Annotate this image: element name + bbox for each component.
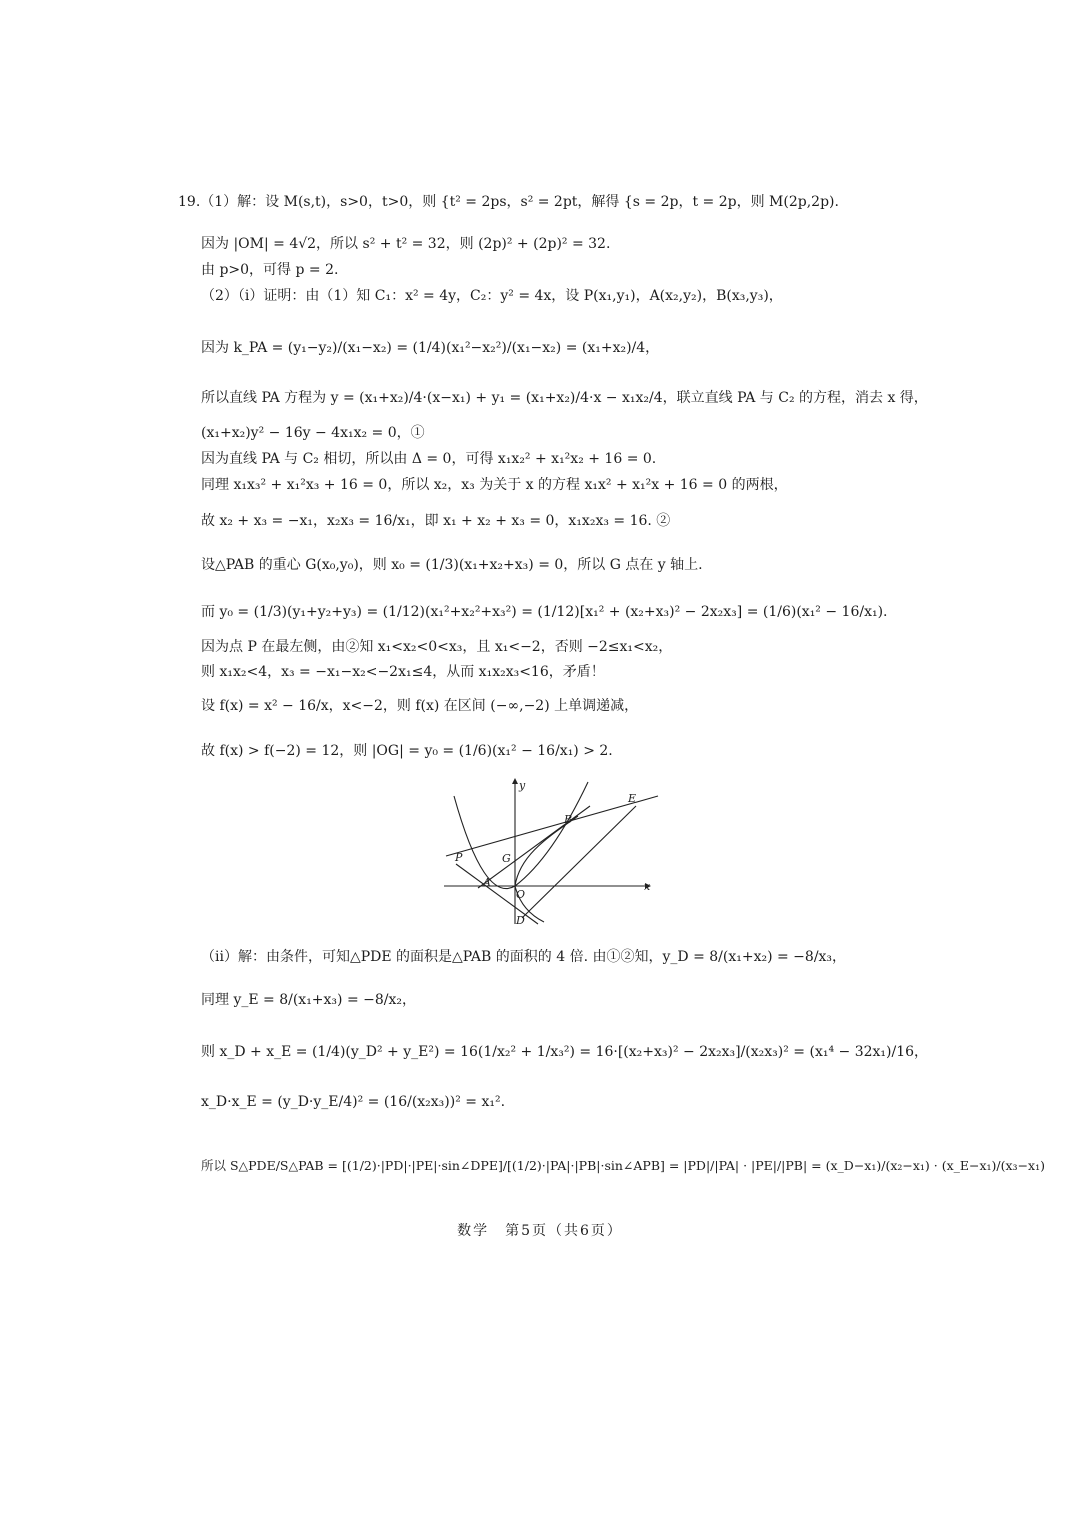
y-axis-arrow [512, 778, 518, 784]
line-13: 因为点 P 在最左侧，由②知 x₁<x₂<0<x₃，且 x₁<−2，否则 −2≤x₁<x₂， [201, 639, 673, 655]
line-4: （2）（i）证明：由（1）知 C₁：x² = 4y，C₂：y² = 4x，设 P(x₁,y₁)，A(x₂,y₂)，B(x₃,y₃)， [201, 288, 783, 304]
line-18: 同理 y_E = 8/(x₁+x₃) = −8/x₂， [201, 992, 416, 1008]
line-3: 由 p>0，可得 p = 2. [201, 262, 339, 278]
line-14: 则 x₁x₂<4，x₃ = −x₁−x₂<−2x₁≤4，从而 x₁x₂x₃<16，矛盾！ [201, 664, 605, 680]
line-7: (x₁+x₂)y² − 16y − 4x₁x₂ = 0，① [201, 425, 425, 441]
line-pe [446, 796, 658, 856]
line-11: 设△PAB 的重心 G(x₀,y₀)，则 x₀ = (1/3)(x₁+x₂+x₃) = 0，所以 G 点在 y 轴上. [201, 557, 703, 573]
line-9: 同理 x₁x₃² + x₁²x₃ + 16 = 0，所以 x₂，x₃ 为关于 x 的方程 x₁x² + x₁²x + 16 = 0 的两根， [201, 477, 788, 493]
line-12: 而 y₀ = (1/3)(y₁+y₂+y₃) = (1/12)(x₁²+x₂²+x₃²) = (1/12)[x₁² + (x₂+x₃)² − 2x₂x₃] = (1/6)(x₁² − 16/x₁). [201, 604, 888, 620]
line-20: x_D·x_E = (y_D·y_E/4)² = (16/(x₂x₃))² = x₁². [201, 1094, 506, 1110]
line-2: 因为 |OM| = 4√2，所以 s² + t² = 32，则 (2p)² + (2p)² = 32. [201, 236, 611, 252]
parabola-c2 [515, 816, 578, 886]
line-17: （ii）解：由条件，可知△PDE 的面积是△PAB 的面积的 4 倍. 由①②知，y_D = 8/(x₁+x₂) = −8/x₃， [201, 949, 847, 965]
line-5: 因为 k_PA = (y₁−y₂)/(x₁−x₂) = (1/4)(x₁²−x₂²)/(x₁−x₂) = (x₁+x₂)/4， [201, 340, 660, 356]
line-6: 所以直线 PA 方程为 y = (x₁+x₂)/4·(x−x₁) + y₁ = (x₁+x₂)/4·x − x₁x₂/4，联立直线 PA 与 C₂ 的方程，消去 x 得， [201, 390, 928, 406]
parabola-tangent-figure [440, 776, 660, 926]
label-p: P [455, 851, 463, 864]
line-16: 故 f(x) > f(−2) = 12，则 |OG| = y₀ = (1/6)(x₁² − 16/x₁) > 2. [201, 743, 613, 759]
line-1: 19.（1）解：设 M(s,t)，s>0，t>0，则 {t² = 2ps，s² = 2pt，解得 {s = 2p，t = 2p，则 M(2p,2p). [178, 194, 839, 210]
line-ab [478, 806, 590, 888]
label-d: D [516, 914, 525, 926]
label-b: B [564, 813, 573, 826]
page-footer: 数学 第5页（共6页） [457, 1223, 623, 1239]
label-o: O [516, 888, 526, 901]
label-y: y [519, 779, 526, 792]
line-10: 故 x₂ + x₃ = −x₁，x₂x₃ = 16/x₁，即 x₁ + x₂ + x₃ = 0，x₁x₂x₃ = 16. ② [201, 513, 671, 529]
label-a: A [483, 876, 491, 889]
line-21: 所以 S△PDE/S△PAB = [(1/2)·|PD|·|PE|·sin∠DPE]/[(1/2)·|PA|·|PB|·sin∠APB] = |PD|/|PA| · |PE|/|PB| = (x_D−x₁)/(x₂−x₁) · (x_E−x₁)/(x₃−x₁) [201, 1158, 1045, 1173]
line-8: 因为直线 PA 与 C₂ 相切，所以由 Δ = 0，可得 x₁x₂² + x₁²x₂ + 16 = 0. [201, 451, 657, 467]
label-e: E [628, 792, 637, 805]
label-g: G [502, 852, 511, 865]
label-x: x [644, 880, 651, 893]
line-15: 设 f(x) = x² − 16/x，x<−2，则 f(x) 在区间 (−∞,−2) 上单调递减， [201, 698, 639, 714]
line-19: 则 x_D + x_E = (1/4)(y_D² + y_E²) = 16(1/x₂² + 1/x₃²) = 16·[(x₂+x₃)² − 2x₂x₃]/(x₂x₃)² = (x₁⁴ − 32x₁)/16， [201, 1044, 929, 1060]
